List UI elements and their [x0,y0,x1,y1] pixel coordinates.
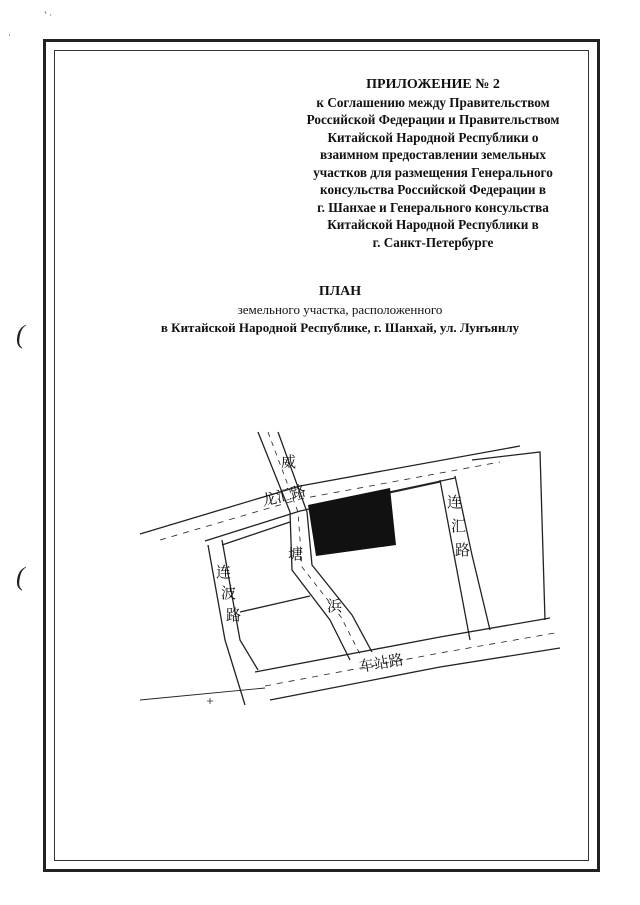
label-left-road-3: 路 [226,606,242,624]
label-longhui-road: 龙汇路 [259,481,308,510]
land-plot [308,488,396,556]
appendix-line: взаимном предоставлении земельных [320,147,546,162]
chezhan-road-centerline [265,633,555,686]
plan-location: в Китайской Народной Республике, г. Шанхай, ул. Лунъянлу [160,320,520,335]
label-right-road-3: 路 [455,541,471,559]
scan-mark-left: · [8,30,11,40]
appendix-line: Китайской Народной Республики в [327,217,539,232]
appendix-line: участков для размещения Генерального [313,164,553,180]
north-mark-icon [207,698,213,704]
appendix-line: Российской Федерации и Правительством [306,112,560,127]
left-block-divider [240,596,310,612]
appendix-line: г. Санкт-Петербурге [372,234,494,250]
chezhan-road-edge-south [270,648,560,700]
plan-heading: ПЛАН [318,284,362,299]
label-chezhan-road: 车站路 [357,650,406,676]
label-right-road-2: 汇 [451,517,467,535]
label-left-road-1: 连 [216,563,232,581]
right-block-outline [472,452,545,620]
appendix-line: Китайской Народной Республики о [327,129,539,145]
road-lines [140,432,560,705]
appendix-line: к Соглашению между Правительством [316,94,550,110]
label-xian: 威 [281,453,297,471]
label-right-road-1: 连 [447,493,463,511]
map-lower-left-edge [140,688,265,700]
margin-bracket-upper: ( [16,320,25,349]
label-left-road-2: 波 [221,584,237,602]
plan-subtitle: земельного участка, расположенного [237,302,443,317]
label-tang: 塘 [288,545,304,563]
left-road-edge-east [222,540,258,670]
margin-bracket-lower: ( [16,562,25,591]
label-bang: 浜 [327,597,343,615]
appendix-title: ПРИЛОЖЕНИЕ № 2 [366,77,500,92]
scan-mark-top: ʽ · [44,10,53,20]
appendix-line: консульства Российской Федерации в [320,182,546,197]
appendix-line: г. Шанхае и Генерального консульства [317,199,549,215]
